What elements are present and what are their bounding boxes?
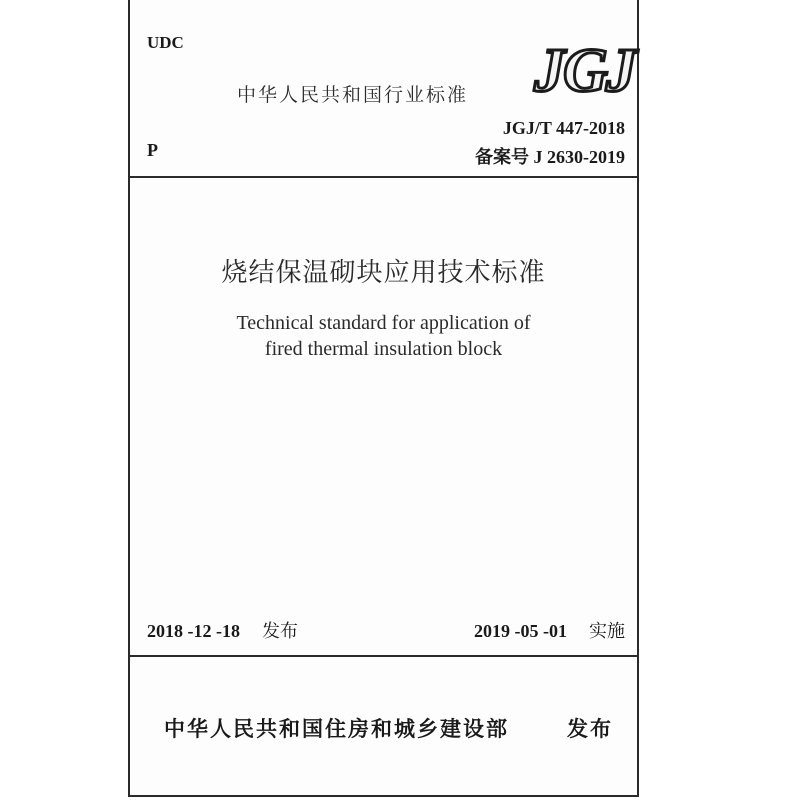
standard-type: 中华人民共和国行业标准: [237, 84, 469, 106]
standard-number: JGJ/T 447-2018: [502, 118, 625, 138]
implement-label: 实施: [589, 621, 625, 642]
issue-date-block: [147, 617, 298, 643]
issue-label: 发布: [262, 621, 298, 642]
udc-label: UDC: [147, 33, 184, 52]
filing-number: 备案号 J 2630-2019: [475, 147, 625, 167]
classification-code: P: [147, 140, 158, 160]
title-english-line-1: Technical standard for application of: [236, 312, 531, 334]
title-chinese: 烧结保温砌块应用技术标准: [221, 258, 546, 288]
top-divider: [130, 176, 637, 178]
bottom-divider: [130, 655, 637, 657]
title-english: [130, 310, 637, 362]
publisher: 中华人民共和国住房和城乡建设部: [164, 717, 509, 741]
issue-date: 2018 -12 -18: [147, 621, 240, 641]
publisher-action: 发布: [567, 717, 613, 741]
implement-date: 2019 -05 -01: [474, 621, 567, 641]
jgj-logo: JGJ: [534, 37, 635, 105]
title-english-line-2: fired thermal insulation block: [264, 338, 503, 360]
implement-date-block: [474, 617, 625, 643]
standard-cover: [128, 0, 639, 797]
